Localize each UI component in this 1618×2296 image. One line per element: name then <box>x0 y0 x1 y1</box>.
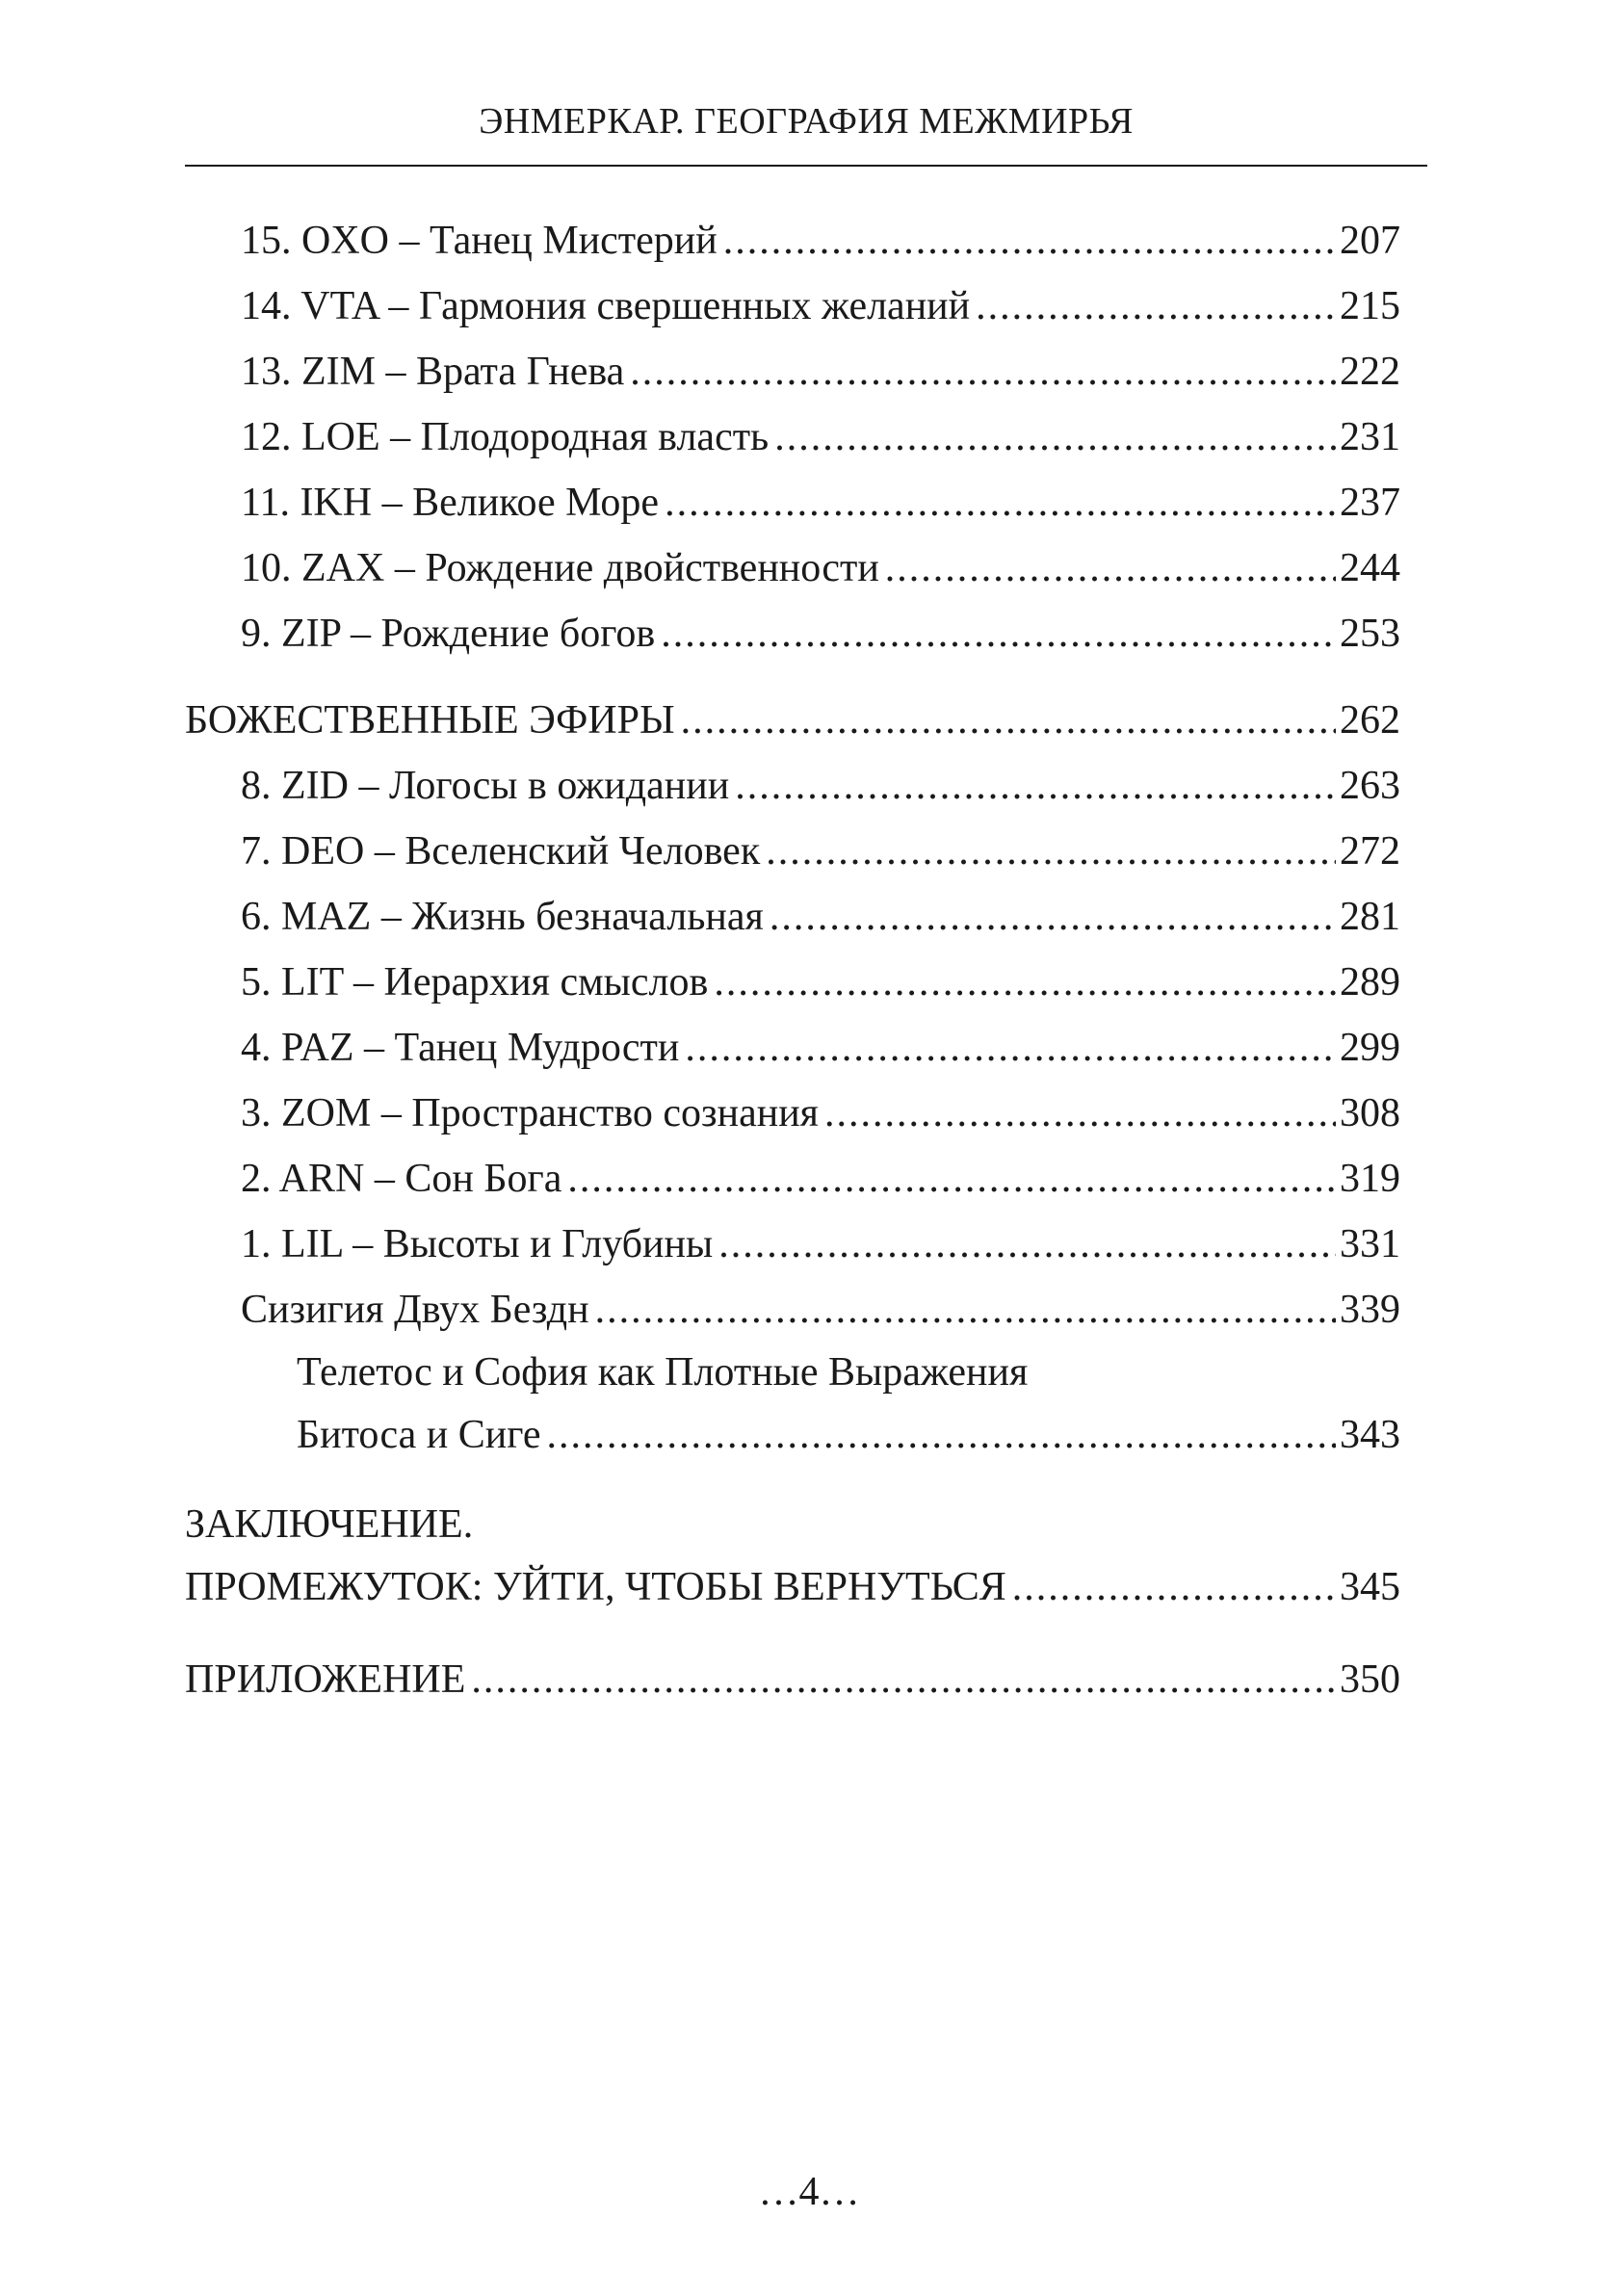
toc-entry-title: 8. ZID – Логосы в ожидании <box>241 764 730 808</box>
toc-entry-title: 10. ZAX – Рождение двойственности <box>241 546 879 590</box>
toc-page-number: 222 <box>1340 350 1400 394</box>
toc-section-title-line2 <box>185 1554 1400 1620</box>
toc-page-number: 319 <box>1340 1157 1400 1201</box>
toc-page-number: 207 <box>1340 219 1400 263</box>
toc-leader-dots <box>885 535 1336 601</box>
toc-entry[interactable] <box>185 1146 1400 1212</box>
toc-entry[interactable] <box>185 404 1400 470</box>
toc-entry[interactable] <box>185 753 1400 819</box>
toc-entry[interactable] <box>185 950 1400 1015</box>
toc-entry[interactable] <box>185 601 1400 666</box>
toc-entry[interactable] <box>185 884 1400 950</box>
toc-entry[interactable] <box>185 819 1400 884</box>
toc-subentry-line1: Телетос и София как Плотные Выражения <box>297 1350 1029 1395</box>
toc-leader-dots <box>661 601 1336 666</box>
toc-page-number: 343 <box>1340 1413 1400 1457</box>
toc-entry[interactable] <box>185 1081 1400 1146</box>
running-head: ЭНМЕРКАР. ГЕОГРАФИЯ МЕЖМИРЬЯ <box>479 101 1134 142</box>
toc-entry[interactable] <box>185 274 1400 339</box>
toc-leader-dots <box>665 470 1336 535</box>
toc-leader-dots <box>770 884 1336 950</box>
toc-page-number: 350 <box>1340 1657 1400 1702</box>
toc-entry-title: 7. DEO – Вселенский Человек <box>241 829 761 874</box>
toc-entry-title: 13. ZIM – Врата Гнева <box>241 350 625 394</box>
toc-page-number: 289 <box>1340 960 1400 1004</box>
toc-page-number: 281 <box>1340 895 1400 939</box>
table-of-contents <box>185 208 1400 1712</box>
toc-page-number: 215 <box>1340 284 1400 328</box>
toc-entry[interactable] <box>185 1015 1400 1081</box>
toc-entry[interactable] <box>185 1212 1400 1277</box>
toc-section-divine-ethers[interactable] <box>185 688 1400 753</box>
toc-page-number: 272 <box>1340 829 1400 874</box>
toc-entry-title: 5. LIT – Иерархия смыслов <box>241 960 709 1004</box>
toc-leader-dots <box>595 1277 1336 1343</box>
toc-subentry[interactable] <box>185 1343 1400 1468</box>
toc-page-number: 345 <box>1340 1565 1400 1609</box>
toc-section-title: БОЖЕСТВЕННЫЕ ЭФИРЫ <box>185 698 675 743</box>
toc-entry-title: Сизигия Двух Бездн <box>241 1288 589 1332</box>
toc-leader-dots <box>714 950 1336 1015</box>
toc-leader-dots <box>766 819 1336 884</box>
toc-page-number: 231 <box>1340 415 1400 459</box>
toc-leader-dots <box>630 339 1336 404</box>
toc-section-conclusion[interactable] <box>185 1495 1400 1620</box>
toc-page-number: 331 <box>1340 1222 1400 1266</box>
toc-section-title: ПРИЛОЖЕНИЕ <box>185 1657 466 1702</box>
toc-leader-dots <box>774 404 1336 470</box>
toc-entry-title: 2. ARN – Сон Бога <box>241 1157 562 1201</box>
toc-subentry-line2 <box>297 1402 1400 1468</box>
toc-leader-dots <box>567 1146 1336 1212</box>
toc-leader-dots <box>723 208 1336 274</box>
toc-entry-title: 14. VTA – Гармония свершенных желаний <box>241 284 971 328</box>
toc-entry[interactable] <box>185 208 1400 274</box>
toc-page-number: 308 <box>1340 1091 1400 1135</box>
toc-leader-dots <box>681 688 1336 753</box>
toc-section-appendix[interactable] <box>185 1647 1400 1712</box>
toc-leader-dots <box>685 1015 1336 1081</box>
toc-entry-title: 15. OXO – Танец Мистерий <box>241 219 718 263</box>
toc-leader-dots <box>1012 1554 1336 1620</box>
toc-entry[interactable] <box>185 535 1400 601</box>
toc-page-number: 244 <box>1340 546 1400 590</box>
toc-entry-title: 4. PAZ – Танец Мудрости <box>241 1026 680 1070</box>
toc-leader-dots <box>824 1081 1336 1146</box>
toc-entry[interactable] <box>185 1277 1400 1343</box>
page-number-folio: …4… <box>758 2170 860 2214</box>
toc-page-number: 339 <box>1340 1288 1400 1332</box>
toc-leader-dots <box>976 274 1336 339</box>
toc-page-number: 262 <box>1340 698 1400 743</box>
toc-leader-dots <box>718 1212 1336 1277</box>
toc-entry[interactable] <box>185 339 1400 404</box>
toc-section-title: ПРОМЕЖУТОК: УЙТИ, ЧТОБЫ ВЕРНУТЬСЯ <box>185 1565 1006 1609</box>
toc-entry-title: 9. ZIP – Рождение богов <box>241 612 656 656</box>
toc-entry-title: 12. LOE – Плодородная власть <box>241 415 770 459</box>
toc-page-number: 237 <box>1340 481 1400 525</box>
toc-page-number: 263 <box>1340 764 1400 808</box>
toc-entry[interactable] <box>185 470 1400 535</box>
toc-entry-title: 3. ZOM – Пространство сознания <box>241 1091 819 1135</box>
toc-page-number: 253 <box>1340 612 1400 656</box>
toc-entry-title: Битоса и Сиге <box>297 1413 541 1457</box>
header-rule <box>185 165 1427 167</box>
toc-leader-dots <box>735 753 1336 819</box>
toc-leader-dots <box>547 1402 1336 1468</box>
toc-page-number: 299 <box>1340 1026 1400 1070</box>
toc-section-title-line1: ЗАКЛЮЧЕНИЕ. <box>185 1502 474 1547</box>
toc-entry-title: 1. LIL – Высоты и Глубины <box>241 1222 714 1266</box>
toc-entry-title: 6. MAZ – Жизнь безначальная <box>241 895 764 939</box>
toc-leader-dots <box>471 1647 1336 1712</box>
toc-entry-title: 11. IKH – Великое Море <box>241 481 660 525</box>
